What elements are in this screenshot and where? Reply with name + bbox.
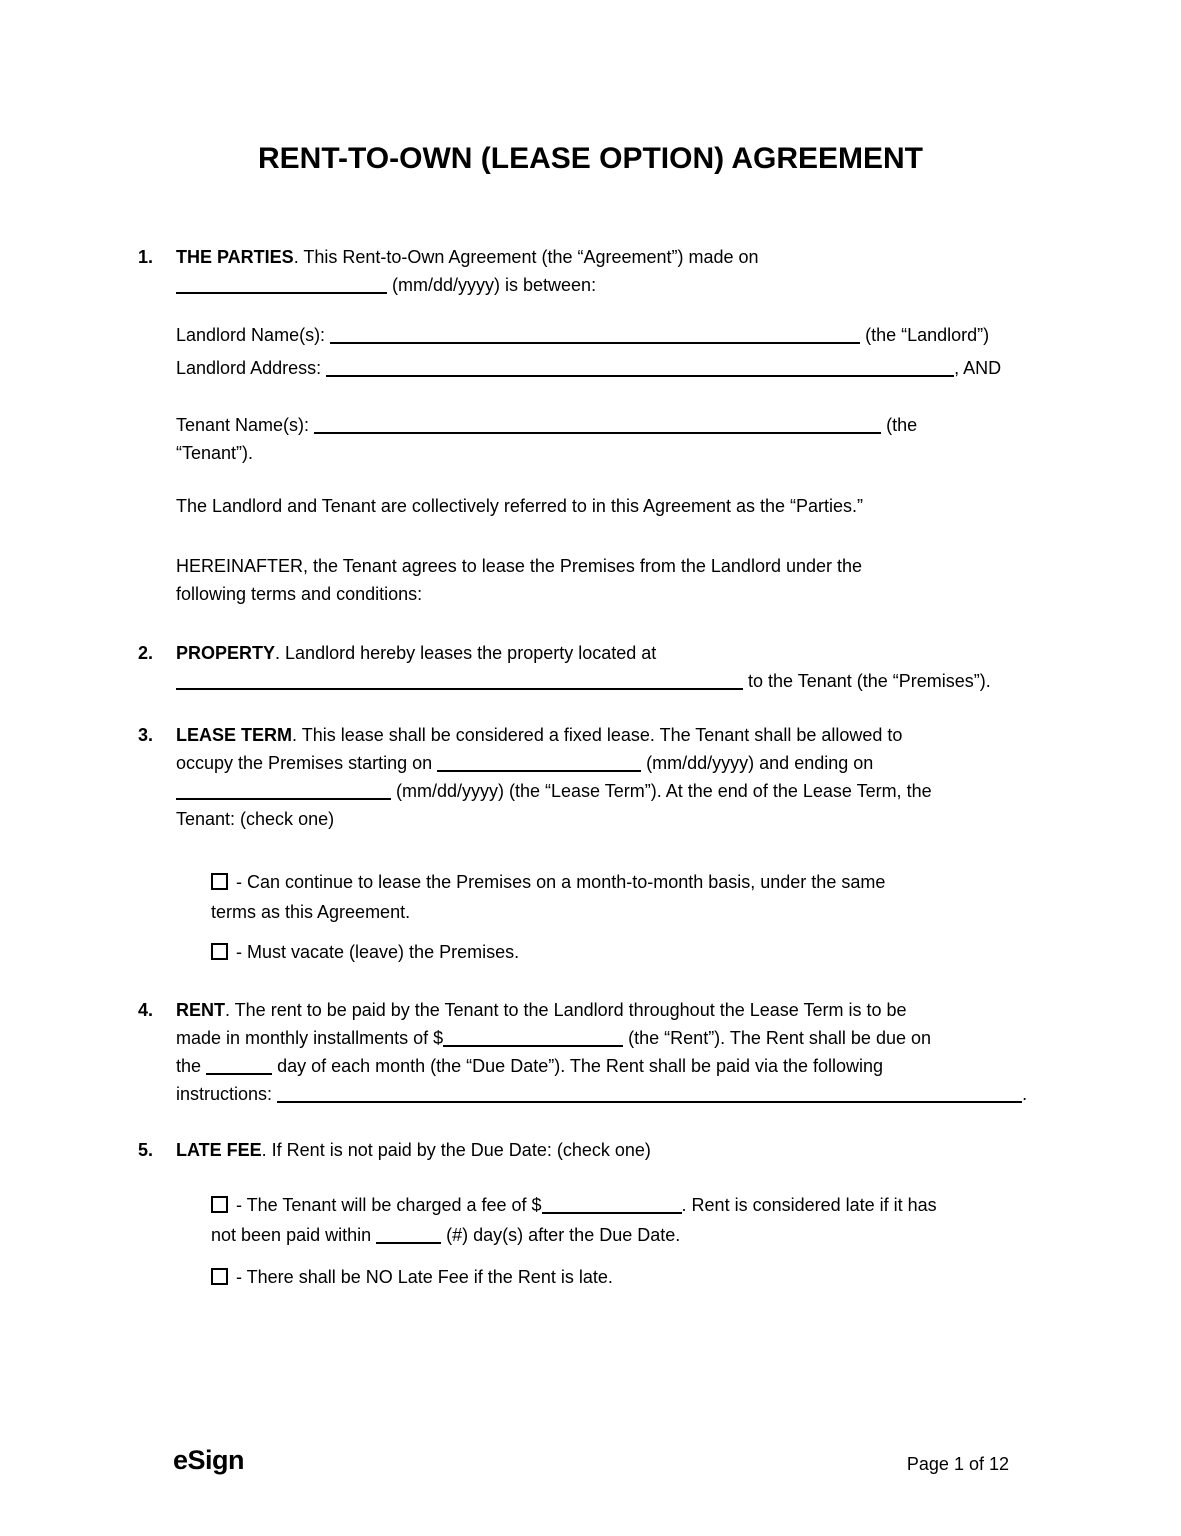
body-text: . The rent to be paid by the Tenant to the Landlord throughout the Lease Term is to be: [225, 1000, 907, 1020]
option-text: . Rent is considered late if it has: [681, 1195, 937, 1215]
body-text: Tenant: (check one): [176, 809, 335, 829]
body-text: to the Tenant (the “Premises”).: [748, 671, 991, 691]
agreement-date-blank[interactable]: [176, 278, 387, 294]
section-rent: [138, 996, 1086, 1108]
property-line1: [176, 639, 1086, 667]
parties-intro-line1: [176, 243, 1086, 271]
tenant-name-blank[interactable]: [314, 418, 881, 434]
section-property: [138, 639, 1086, 695]
document-body: [0, 243, 1181, 1292]
body-text: (mm/dd/yyyy) (the “Lease Term”). At the end of the Lease Term, the: [396, 781, 932, 801]
option-line: [211, 937, 1086, 967]
option-line: [211, 1220, 1086, 1250]
body-text: made in monthly installments of $: [176, 1028, 444, 1048]
lease-continue-checkbox[interactable]: [211, 873, 228, 890]
property-address-blank[interactable]: [176, 674, 743, 690]
section-heading: PROPERTY: [176, 643, 276, 663]
late-fee-days-blank[interactable]: [376, 1228, 441, 1244]
late-fee-charged-checkbox[interactable]: [211, 1196, 228, 1213]
rent-due-day-blank[interactable]: [206, 1059, 272, 1075]
body-text: . If Rent is not paid by the Due Date: (check one): [261, 1140, 651, 1160]
landlord-address-label: Landlord Address:: [176, 358, 322, 378]
landlord-name-blank[interactable]: [330, 328, 860, 344]
page-number: Page 1 of 12: [906, 1454, 1009, 1474]
option-text: terms as this Agreement.: [211, 902, 411, 922]
rent-line2: [176, 1024, 1086, 1052]
option-line: [211, 1262, 1086, 1292]
must-vacate-checkbox[interactable]: [211, 943, 228, 960]
option-text: - Can continue to lease the Premises on a month-to-month basis, under the same: [236, 872, 886, 892]
body-text: (mm/dd/yyyy) and ending on: [646, 753, 874, 773]
option-text: - There shall be NO Late Fee if the Rent is late.: [236, 1267, 613, 1287]
late-fee-line1: [176, 1136, 1086, 1164]
body-text: instructions:: [176, 1084, 273, 1104]
rent-line3: [176, 1052, 1086, 1080]
hereinafter-paragraph: [176, 552, 1086, 608]
property-line2: [176, 667, 1086, 695]
tenant-name-line2: [176, 439, 1086, 467]
body-text: .: [1022, 1084, 1028, 1104]
lease-start-date-blank[interactable]: [437, 756, 641, 772]
body-text: . Landlord hereby leases the property located at: [275, 643, 657, 663]
document-title: RENT-TO-OWN (LEASE OPTION) AGREEMENT: [258, 142, 923, 175]
section-heading: LEASE TERM: [176, 725, 293, 745]
option-text: (#) day(s) after the Due Date.: [446, 1225, 681, 1245]
option-line: [211, 897, 1086, 927]
no-late-fee-checkbox[interactable]: [211, 1268, 228, 1285]
landlord-address-blank[interactable]: [326, 361, 954, 377]
parties-definition-paragraph: [176, 492, 1086, 520]
lease-term-line1: [176, 721, 1086, 749]
option-text: not been paid within: [211, 1225, 372, 1245]
option-continue-lease: [211, 867, 1086, 927]
late-fee-amount-blank[interactable]: [542, 1198, 682, 1214]
body-text-line: [176, 552, 1086, 580]
rent-line1: [176, 996, 1086, 1024]
rent-line4: [176, 1080, 1086, 1108]
parties-intro-line2: [176, 271, 1086, 299]
section-lease-term: [138, 721, 1086, 967]
body-text: (mm/dd/yyyy) is between:: [392, 275, 597, 295]
section-number: 5.: [138, 1140, 154, 1160]
body-text: HEREINAFTER, the Tenant agrees to lease the Premises from the Landlord under the: [176, 556, 863, 576]
section-heading: RENT: [176, 1000, 225, 1020]
landlord-block: [176, 319, 1086, 385]
body-text: (the “Rent”). The Rent shall be due on: [628, 1028, 931, 1048]
body-text: (the “Landlord”): [865, 325, 990, 345]
body-text: “Tenant”).: [176, 443, 254, 463]
landlord-name-label: Landlord Name(s):: [176, 325, 326, 345]
section-late-fee: [138, 1136, 1086, 1292]
landlord-address-line: [176, 352, 1086, 385]
body-text: occupy the Premises starting on: [176, 753, 433, 773]
section-heading: LATE FEE: [176, 1140, 262, 1160]
tenant-name-label: Tenant Name(s):: [176, 415, 310, 435]
option-line: [211, 1190, 1086, 1220]
esign-logo: eSign: [173, 1445, 245, 1475]
body-text: the: [176, 1056, 202, 1076]
section-number: 2.: [138, 643, 154, 663]
payment-instructions-blank[interactable]: [277, 1087, 1022, 1103]
body-text: . This Rent-to-Own Agreement (the “Agreement”) made on: [293, 247, 759, 267]
option-text: - Must vacate (leave) the Premises.: [236, 942, 520, 962]
rent-amount-blank[interactable]: [443, 1031, 623, 1047]
section-heading: THE PARTIES: [176, 247, 294, 267]
body-text-line: [176, 580, 1086, 608]
section-number: 1.: [138, 247, 154, 267]
option-line: [211, 867, 1086, 897]
option-no-late-fee: [211, 1262, 1086, 1292]
option-text: - The Tenant will be charged a fee of $: [236, 1195, 542, 1215]
tenant-block: [176, 411, 1086, 467]
lease-term-line3: [176, 777, 1086, 805]
lease-term-line4: [176, 805, 1086, 833]
section-number: 3.: [138, 725, 154, 745]
option-late-fee-charged: [211, 1190, 1086, 1250]
body-text: . This lease shall be considered a fixed lease. The Tenant shall be allowed to: [292, 725, 903, 745]
lease-term-line2: [176, 749, 1086, 777]
tenant-name-line: [176, 411, 1086, 439]
body-text: , AND: [954, 358, 1002, 378]
section-number: 4.: [138, 1000, 154, 1020]
body-text: following terms and conditions:: [176, 584, 423, 604]
section-the-parties: [138, 243, 1086, 608]
landlord-name-line: [176, 319, 1086, 352]
body-text: day of each month (the “Due Date”). The Rent shall be paid via the following: [277, 1056, 884, 1076]
body-text: The Landlord and Tenant are collectively referred to in this Agreement as the “Parties.”: [176, 496, 864, 516]
body-text: (the: [886, 415, 918, 435]
option-must-vacate: [211, 937, 1086, 967]
lease-end-date-blank[interactable]: [176, 784, 391, 800]
